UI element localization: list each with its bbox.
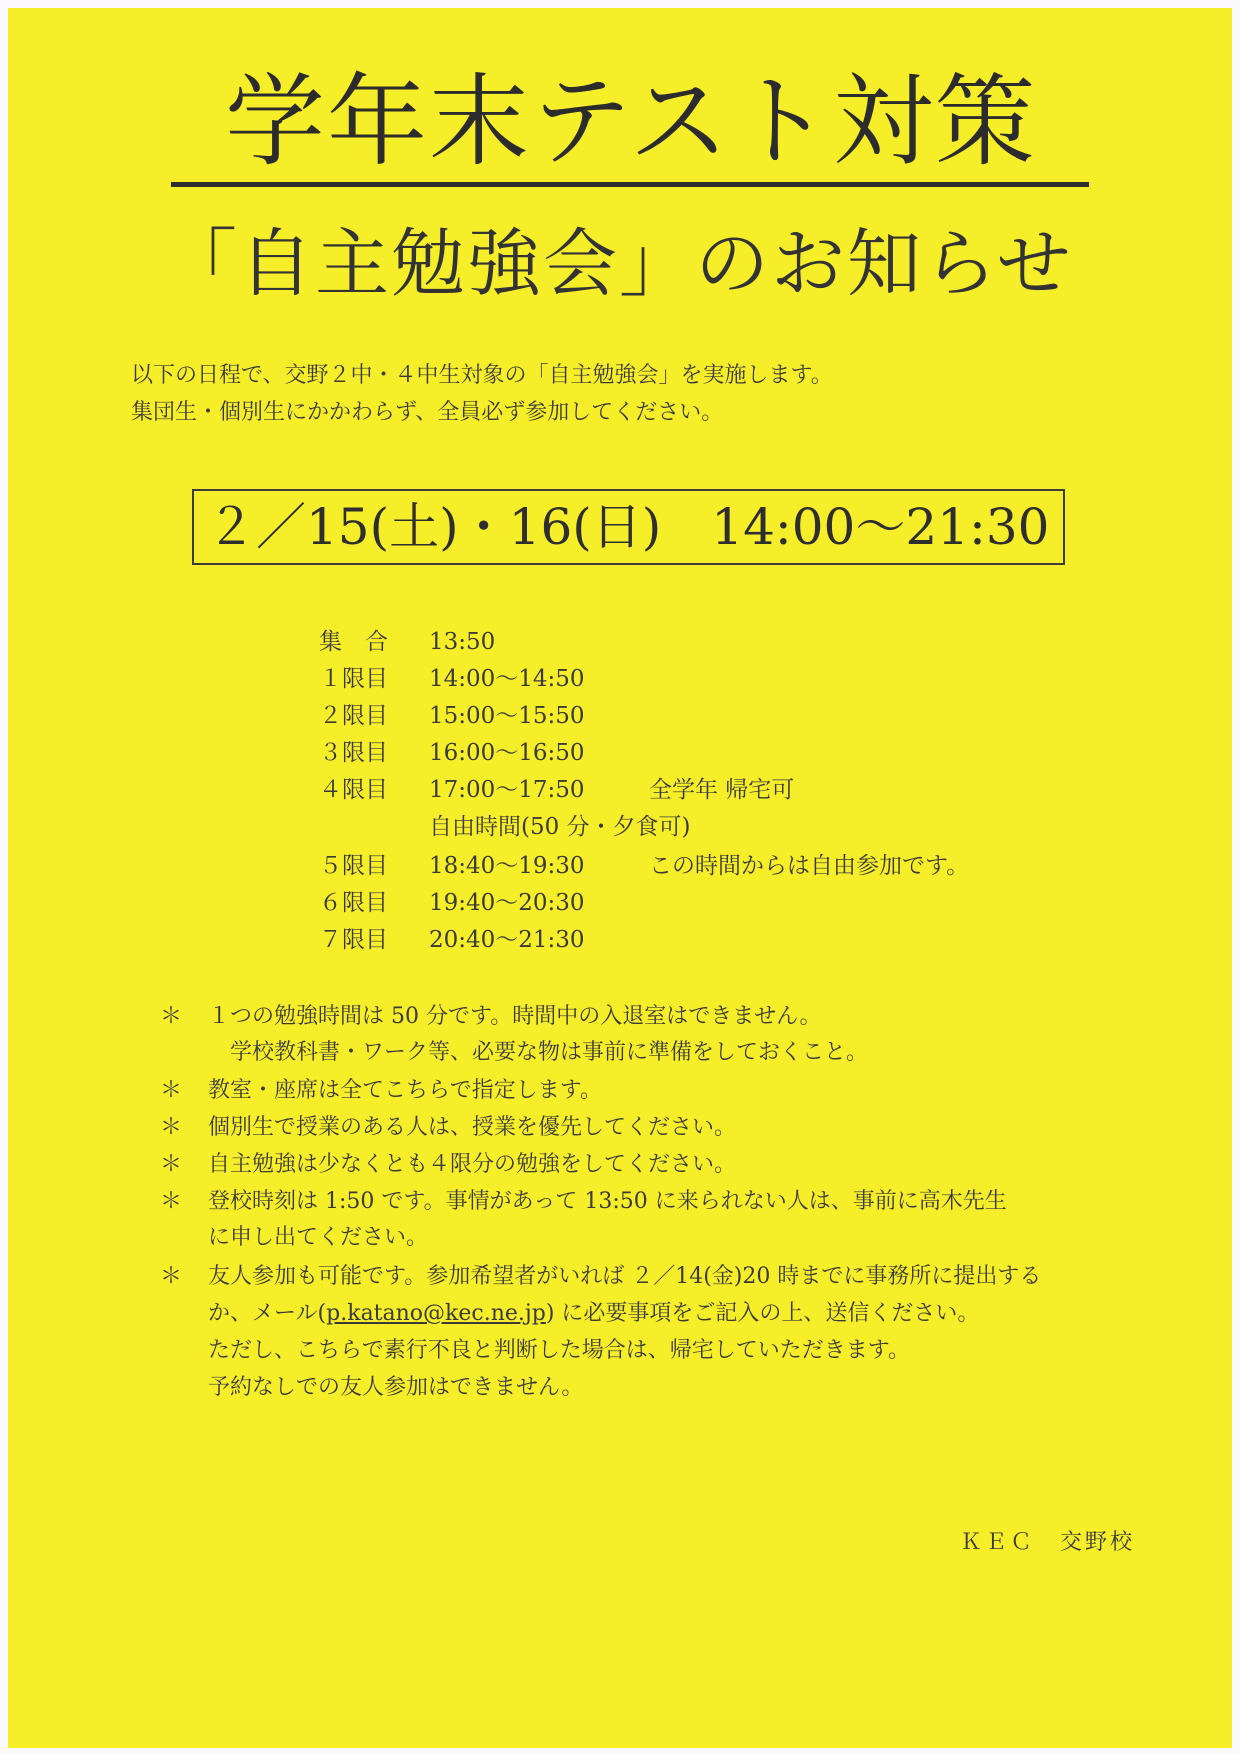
- schedule-time: 20:40～21:30: [429, 927, 585, 953]
- note-6-line-4: 予約なしでの友人参加はできません。: [208, 1375, 584, 1400]
- event-date-box: [192, 489, 1065, 565]
- title-underline: [171, 182, 1089, 187]
- note-bullet-2: ＊: [160, 1078, 183, 1103]
- contact-email-link[interactable]: p.katano@kec.ne.jp: [326, 1301, 546, 1326]
- schedule-time: 16:00～16:50: [429, 740, 585, 766]
- note-5-line-2: に申し出てください。: [208, 1225, 429, 1250]
- schedule-time: 18:40～19:30: [429, 853, 585, 879]
- note-bullet-4: ＊: [160, 1152, 183, 1177]
- schedule-note: 全学年 帰宅可: [649, 777, 795, 803]
- flyer-sheet: [8, 8, 1232, 1748]
- schedule-note: この時間からは自由参加です。: [649, 853, 970, 879]
- school-footer: ＫＥＣ 交野校: [960, 1530, 1136, 1555]
- schedule-label: １限目: [319, 666, 388, 692]
- note-2: 教室・座席は全てこちらで指定します。: [208, 1078, 603, 1103]
- note-bullet-3: ＊: [160, 1115, 183, 1140]
- note-6-line-2: [208, 1298, 979, 1330]
- schedule-free-time: 自由時間(50 分・夕食可): [429, 814, 691, 840]
- note-5-line-1: 登校時刻は 1:50 です。事情があって 13:50 に来られない人は、事前に高木先生: [208, 1189, 1007, 1214]
- intro-line-2: 集団生・個別生にかかわらず、全員必ず参加してください。: [131, 400, 724, 425]
- note-4: 自主勉強は少なくとも４限分の勉強をしてください。: [208, 1152, 737, 1177]
- note-6-suffix: ) に必要事項をご記入の上、送信ください。: [545, 1301, 980, 1326]
- note-1-line-2: 学校教科書・ワーク等、必要な物は事前に準備をしておくこと。: [230, 1040, 869, 1065]
- schedule-label: 集 合: [319, 629, 388, 655]
- schedule-time: 13:50: [429, 629, 496, 655]
- schedule-label: ５限目: [319, 853, 388, 879]
- schedule-label: ２限目: [319, 703, 388, 729]
- note-bullet-6: ＊: [160, 1264, 183, 1289]
- event-date-text: ２／15(土)・16(日) 14:00～21:30: [206, 498, 1050, 556]
- note-6-line-3: ただし、こちらで素行不良と判断した場合は、帰宅していただきます。: [208, 1338, 911, 1363]
- note-bullet-1: ＊: [160, 1004, 183, 1029]
- schedule-label: ３限目: [319, 740, 388, 766]
- note-6-line-1: 友人参加も可能です。参加希望者がいれば ２／14(金)20 時までに事務所に提出する: [208, 1264, 1042, 1289]
- note-bullet-5: ＊: [160, 1189, 183, 1214]
- schedule-time: 19:40～20:30: [429, 890, 585, 916]
- schedule-label: ７限目: [319, 927, 388, 953]
- flyer-title: 学年末テスト対策: [225, 63, 1037, 180]
- schedule-time: 17:00～17:50: [429, 777, 585, 803]
- schedule-label: ６限目: [319, 890, 388, 916]
- schedule-label: ４限目: [319, 777, 388, 803]
- schedule-time: 14:00～14:50: [429, 666, 585, 692]
- flyer-subtitle: 「自主勉強会」のお知らせ: [163, 221, 1073, 307]
- note-1-line-1: １つの勉強時間は 50 分です。時間中の入退室はできません。: [208, 1004, 822, 1029]
- note-3: 個別生で授業のある人は、授業を優先してください。: [208, 1115, 737, 1140]
- note-6-prefix: か、メール(: [208, 1301, 327, 1326]
- schedule-time: 15:00～15:50: [429, 703, 585, 729]
- intro-line-1: 以下の日程で、交野２中・４中生対象の「自主勉強会」を実施します。: [131, 363, 833, 388]
